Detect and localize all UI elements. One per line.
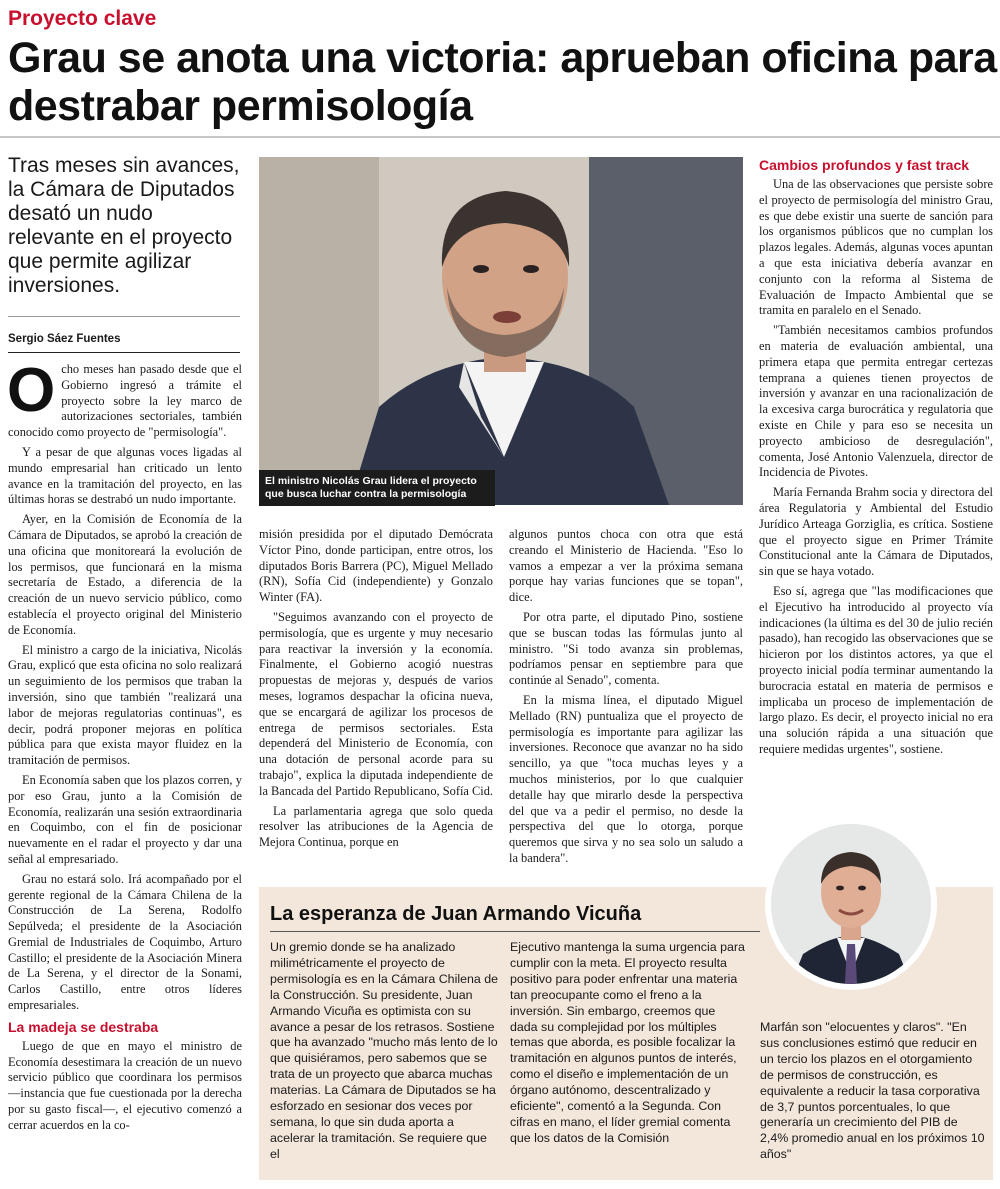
minister-illustration: [259, 157, 743, 505]
headline: Grau se anota una victoria: aprueban oficina para destrabar permisología: [8, 34, 997, 130]
paragraph: Una de las observaciones que persiste sobre el proyecto de permisología del ministro Grau, es que debe existir una suerte de sanción para los organismos públicos que no cumplan los plazos legales. Además, algunas voces apuntan a que esta iniciativa debería avanzar en conjunto con la reforma al Sistema de Evaluación de Impacto Ambiental que se tramita en paralelo en el Senado.: [759, 177, 993, 318]
minister-photo: [259, 157, 743, 505]
byline-divider: [8, 352, 240, 353]
deck: Tras meses sin avances, la Cámara de Diputados desató un nudo relevante en el proyecto que permite agilizar inversiones.: [8, 154, 240, 297]
paragraph: El ministro a cargo de la iniciativa, Nicolás Grau, explicó que esta oficina no solo realizará un seguimiento de los permisos que traban la inversión, sino que también "realizará una labor de mejoras regulatorias continuas", es decir, podrá proponer mejoras en política pública para que exista mayor fluidez en la tramitación de permisos.: [8, 642, 242, 768]
subhead-madeja: La madeja se destraba: [8, 1018, 159, 1035]
article-column-3: [509, 527, 743, 871]
paragraph: Luego de que en mayo el ministro de Economía desestimara la creación de un nuevo servicio público que coordinara los permisos —instancia que fue cuestionada por la derecha por su gasto fiscal—, el ejecutivo comenzó a cerrar acuerdos en la co-: [8, 1038, 242, 1132]
sidebar-title: La esperanza de Juan Armando Vicuña: [270, 903, 642, 925]
lead-paragraph: [7, 356, 242, 441]
sidebar-column-2: [510, 940, 745, 1147]
sidebar-text: Un gremio donde se ha analizado milimétricamente el proyecto de permisología es en la Cámara Chilena de la Construcción. Su presidente, Juan Armando Vicuña es optimista con su avance a pesar de los retrasos. Sostiene que ha avanzado "mucho más lento de lo que quisiéramos, pero sabemos que se trata de un proyecto que abarca muchas materias. La Cámara de Diputados se ha esforzado en sesionar dos veces por semana, lo que sin duda aporta a acelerar la tramitación. Se requiere que el: [270, 940, 498, 1161]
deck-divider: [8, 316, 240, 317]
paragraph: Grau no estará solo. Irá acompañado por el gerente regional de la Cámara Chilena de la Construcción de La Serena, Rodolfo Sepúlveda; el presidente de la Asociación Gremial de Industriales de Coquimbo, Arturo Castillo; el presidente de la Asociación Minera de La Serena, y el director de la Sonami, Carlos Castillo, entre otros líderes empresariales.: [8, 871, 242, 1013]
photo-caption: El ministro Nicolás Grau lidera el proyecto que busca luchar contra la permisología: [259, 470, 495, 506]
dropcap: O: [7, 356, 56, 425]
paragraph: En Economía saben que los plazos corren, y por eso Grau, junto a la Comisión de Economía, realizarán una sesión extraordinaria en Coquimbo, con el fin de posicionar nuevamente en el radar el proyecto y dar una señal al empresariado.: [8, 772, 242, 866]
paragraph: Y a pesar de que algunas voces ligadas al mundo empresarial han criticado un lento avance en la tramitación del proyecto, en las últimas horas se destrabó un nudo importante.: [8, 444, 242, 507]
paragraph: misión presidida por el diputado Demócrata Víctor Pino, donde participan, entre otros, los diputados Boris Barrera (PC), Miguel Mellado (RN), Sofía Cid (independiente) y Gonzalo Winter (FA).: [259, 527, 493, 605]
paragraph: Eso sí, agrega que "las modificaciones que el Ejecutivo ha introducido al proyecto vía indicaciones (la última es del 30 de julio recién pasado), han recogido las observaciones que se hicieron por los distintos actores, ya que el proyecto inicial podía terminar aumentando la burocracia estatal en materia de permisos e implicaba un proceso de implementación de largo plazo. Es decir, el proyecto inicial no era una solución rápida a una situación que requiere medidas urgentes", sostiene.: [759, 583, 993, 756]
sidebar-title-rule: [270, 931, 760, 932]
sidebar-text: Ejecutivo mantenga la suma urgencia para cumplir con la meta. El proyecto resulta positivo para poder enfrentar una materia tan preocupante como el freno a la inversión. Sin embargo, creemos que dada su complejidad por los múltiples temas que aborda, es posible focalizar la tramitación en algunos puntos de interés, como el diseño e implementación de un órgano autónomo, descentralizado y eficiente", comentó a la Segunda. Con cifras en mano, el líder gremial comenta que los datos de la Comisión: [510, 940, 745, 1145]
subhead-cambios: Cambios profundos y fast track: [759, 157, 970, 173]
sidebar-column-3: [760, 1020, 985, 1163]
article-column-4: [759, 156, 993, 762]
paragraph: Por otra parte, el diputado Pino, sostiene que se buscan todas las fórmulas junto al ministro. "Si todo avanza sin problemas, podríamos pensar en septiembre para que continúe al Senado", comenta.: [509, 609, 743, 688]
paragraph: "También necesitamos cambios profundos en materia de evaluación ambiental, una primera etapa que permita entregar certezas temprana a quienes tienen proyectos de inversión y avanzar en una racionalización de la excesiva carga burocrática y regulatoria que existe en Chile y para eso se necesita un proyecto ambicioso de desregulación", comenta, José Antonio Valenzuela, director de Incidencia de Pivotes.: [759, 323, 993, 480]
paragraph: La parlamentaria agrega que solo queda resolver las atribuciones de la Agencia de Mejora Continua, porque en: [259, 803, 493, 850]
paragraph: Ayer, en la Comisión de Economía de la Cámara de Diputados, se aprobó la creación de una oficina que monitoreará la evolución de los permisos, que funcionará en la misma secretaría de Estado, a diferencia de la creación de un nuevo servicio público, como establecía el proyecto original del Ministerio de Economía.: [8, 512, 242, 637]
article-column-2: [259, 527, 493, 855]
vicuna-portrait: [771, 824, 931, 984]
lead-text: cho meses han pasado desde que el Gobierno ingresó a trámite el proyecto sobre la ley marco de autorizaciones sectoriales, también conocido como proyecto de "permisología".: [8, 362, 242, 440]
paragraph: En la misma línea, el diputado Miguel Mellado (RN) puntualiza que el proyecto de permisología es importante para agilizar las inversiones. Reconoce que avanzar no ha sido sencillo, ya que "toca muchas leyes y a muchos ministerios, por lo que cualquier detalle hay que mirarlo desde la perspectiva del que va a pedir el permiso, no desde la perspectiva del que lo otorga, porque queremos que sirva y no sea solo un saludo a la bandera".: [509, 692, 743, 865]
paragraph: María Fernanda Brahm socia y directora del área Regulatoria y Ambiental del Estudio Jurídico Arteaga Gorziglia, es crítica. Sostiene que el proyecto sigue en Primer Trámite Constitucional ante la Cámara de Diputados, sin que se haya votado.: [759, 485, 993, 579]
sidebar-column-1: [270, 940, 500, 1163]
paragraph: algunos puntos choca con otra que está creando el Ministerio de Hacienda. "Eso lo vamos a empezar a ver la próxima semana porque hay varias funciones que se topan", dice.: [509, 527, 743, 605]
paragraph: "Seguimos avanzando con el proyecto de permisología, que es urgente y muy necesario para reactivar la inversión y la economía. Finalmente, el Gobierno acogió nuestras propuestas de mejoras y, después de varios meses, logramos despachar la oficina nueva, que se encargará de agilizar los procesos de entrega de permisos sectoriales. Esta dependerá del Ministerio de Economía, con una dotación de personal acorde para su trabajo", explica la diputada independiente de la Bancada del Partido Republicano, Sofía Cid.: [259, 609, 493, 798]
vicuna-illustration: [771, 824, 931, 984]
byline: Sergio Sáez Fuentes: [8, 333, 121, 345]
article-column-1: [7, 356, 242, 1138]
sidebar-text: Marfán son "elocuentes y claros". "En sus conclusiones estimó que reducir en un tercio los plazos en el otorgamiento de permisos de construcción, es equivalente a reducir la tasa corporativa de 3,7 puntos porcentuales, lo que generaría un crecimiento del PIB de 2,4% promedio anual en los próximos 10 años": [760, 1020, 985, 1162]
section-label: Proyecto clave: [8, 7, 157, 30]
header-divider: [0, 136, 1000, 138]
